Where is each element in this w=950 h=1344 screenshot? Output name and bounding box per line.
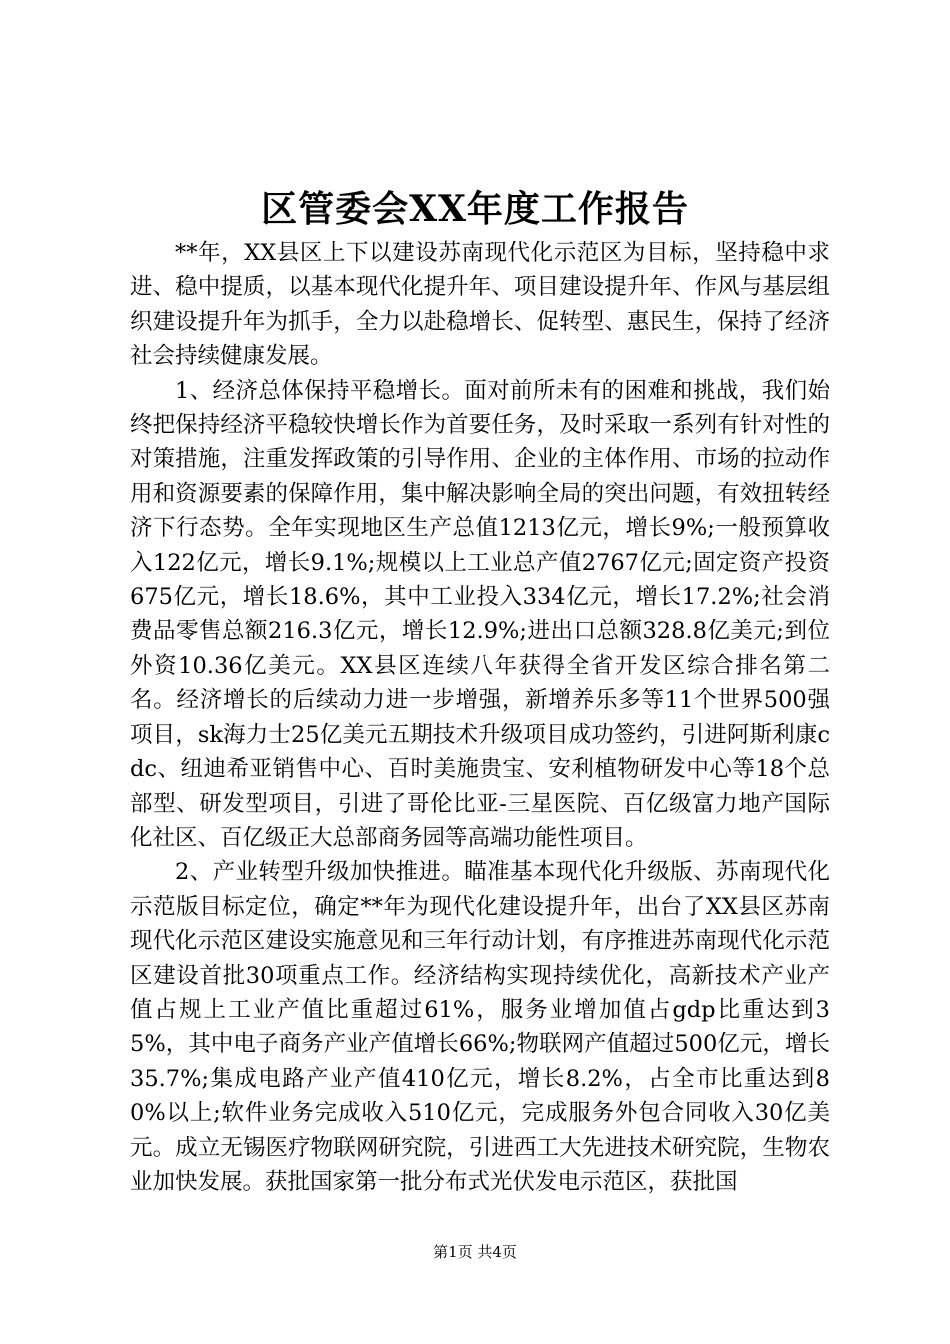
paragraph-economy: 1、经济总体保持平稳增长。面对前所未有的困难和挑战，我们始终把保持经济平稳较快增长作为首要任务，及时采取一系列有针对性的对策措施，注重发挥政策的引导作用、企业的主体作用、市场的拉动作用和资源要素的保障作用，集中解决影响全局的突出问题，有效扭转经济下行态势。全年实现地区生产总值1213亿元，增长9%;一般预算收入122亿元，增长9.1%;规模以上工业总产值2767亿元;固定资产投资675亿元，增长18.6%，其中工业投入334亿元，增长17.2%;社会消费品零售总额216.3亿元，增长12.9%;进出口总额328.8亿美元;到位外资10.36亿美元。XX县区连续八年获得全省开发区综合排名第二名。经济增长的后续动力进一步增强，新增养乐多等11个世界500强项目，sk海力士25亿美元五期技术升级项目成功签约，引进阿斯利康cdc、纽迪希亚销售中心、百时美施贵宝、安利植物研发中心等18个总部型、研发型项目，引进了哥伦比亚-三星医院、百亿级富力地产国际化社区、百亿级正大总部商务园等高端功能性项目。	[130, 377, 830, 851]
document-body	[130, 236, 830, 1199]
document-title: 区管委会XX年度工作报告	[261, 188, 689, 230]
paragraph-intro: **年，XX县区上下以建设苏南现代化示范区为目标，坚持稳中求进、稳中提质，以基本现代化提升年、项目建设提升年、作风与基层组织建设提升年为抓手，全力以赴稳增长、促转型、惠民生，保持了经济社会持续健康发展。	[130, 240, 830, 370]
page-footer: 第1页 共4页	[433, 1243, 517, 1261]
paragraph-industry: 2、产业转型升级加快推进。瞄准基本现代化升级版、苏南现代化示范版目标定位，确定**年为现代化建设提升年，出台了XX县区苏南现代化示范区建设实施意见和三年行动计划，有序推进苏南现代化示范区建设首批30项重点工作。经济结构实现持续优化，高新技术产业产值占规上工业产值比重超过61%，服务业增加值占gdp比重达到35%，其中电子商务产业产值增长66%;物联网产值超过500亿元，增长35.7%;集成电路产业产值410亿元，增长8.2%，占全市比重达到80%以上;软件业务完成收入510亿元，完成服务外包合同收入30亿美元。成立无锡医疗物联网研究院，引进西工大先进技术研究院，生物农业加快发展。获批国家第一批分布式光伏发电示范区，获批国	[130, 859, 830, 1195]
